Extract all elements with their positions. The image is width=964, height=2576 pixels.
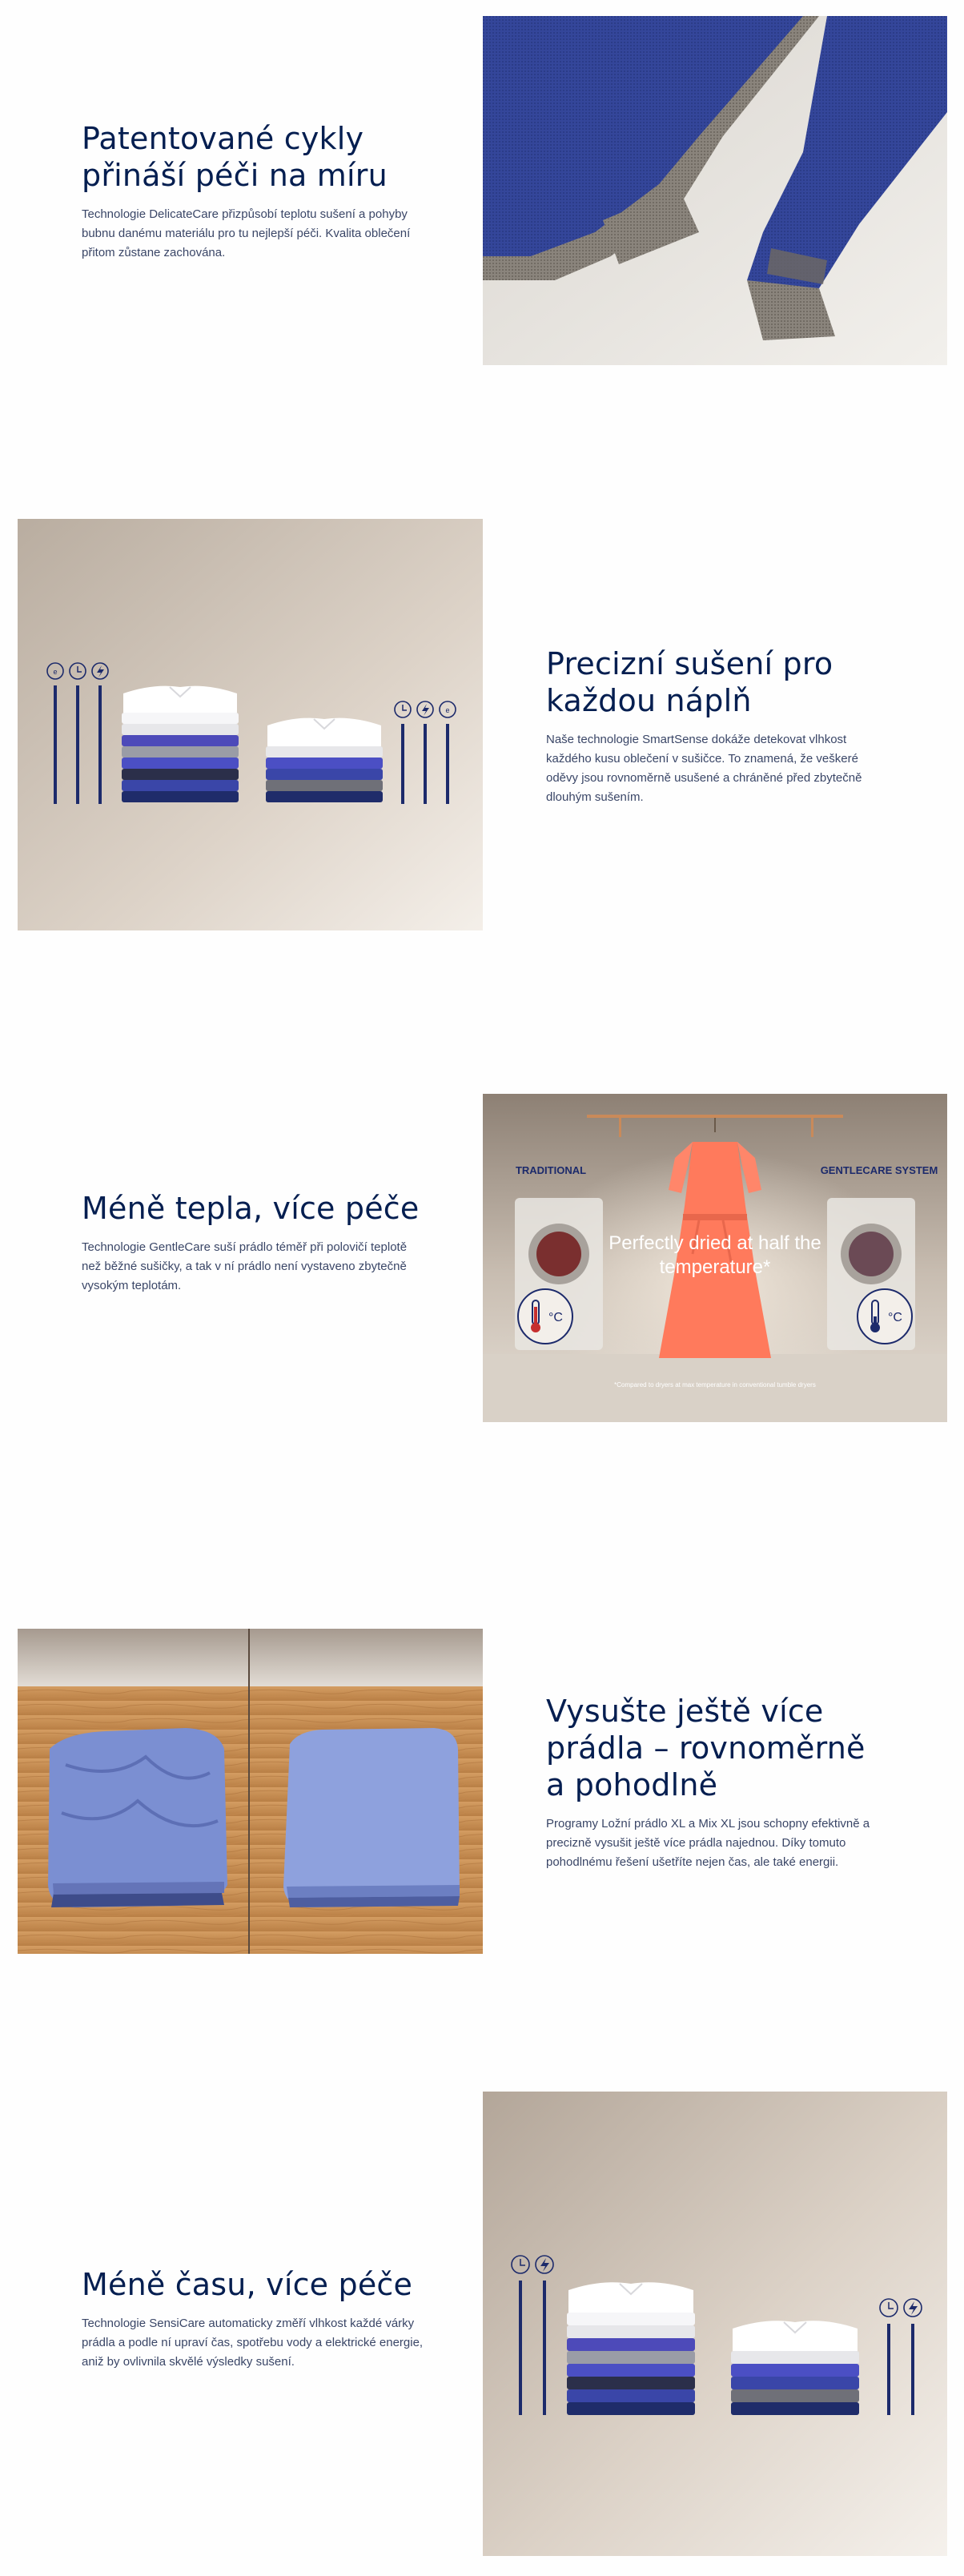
temperature-unit: °C: [548, 1311, 563, 1324]
feature-text: [82, 120, 426, 263]
feature-heading: Precizní sušení pro každou náplň: [546, 646, 833, 718]
image-footnote: *Compared to dryers at max temperature in conventional tumble dryers: [614, 1381, 816, 1388]
shirt-stacks-image: [18, 519, 483, 930]
feature-body: Technologie DelicateCare přizpůsobí teplotu sušení a pohyby bubnu danému materiálu pro tu nejlepší péči. Kvalita oblečení přitom zůstane zachována.: [82, 207, 411, 259]
feature-section-delicatecare: [0, 16, 964, 365]
feature-section-smartsense: [0, 519, 964, 930]
feature-heading: Méně času, více péče: [82, 2267, 413, 2302]
feature-body: Programy Ložní prádlo XL a Mix XL jsou schopny efektivně a precizně vysušit ještě více prádla najednou. Díky tomuto pohodlnému řešení ušetříte nejen čas, ale také energii.: [546, 1817, 870, 1869]
feature-heading: Vysušte ještě více prádla – rovnoměrně a pohodlně: [546, 1694, 866, 1802]
sweater-image: [483, 16, 947, 365]
center-claim: Perfectly dried at half the temperature*: [609, 1232, 821, 1278]
svg-text:e: e: [445, 706, 450, 714]
feature-heading: Patentované cykly přináší péči na míru: [82, 121, 388, 193]
thermometer-icon: [518, 1289, 572, 1344]
feature-text: [546, 1693, 890, 1872]
svg-text:e: e: [53, 668, 58, 676]
feature-body: Technologie SensiCare automaticky změří vlhkost každé várky prádla a podle ní upraví čas, spotřebu vody a elektrické energie, aniž by ovlivnila skvělé výsledky sušení.: [82, 2317, 424, 2369]
feature-section-sensicare: [0, 2092, 964, 2556]
feature-heading: Méně tepla, více péče: [82, 1191, 420, 1226]
feature-text: [82, 2266, 426, 2372]
temperature-unit: °C: [888, 1311, 902, 1324]
shirt-stacks-time-image: [483, 2092, 947, 2556]
thermometer-icon: [858, 1289, 912, 1344]
traditional-label: TRADITIONAL: [515, 1164, 587, 1176]
gentlecare-label: GENTLECARE SYSTEM: [820, 1164, 938, 1176]
feature-body: Naše technologie SmartSense dokáže detekovat vlhkost každého kusu oblečení v sušičce. To znamená, že veškeré oděvy jsou rovnoměrně usušené a chráněné před zbytečně dlouhým sušením.: [546, 733, 862, 804]
dress-dryers-image: [483, 1094, 947, 1422]
feature-text: [82, 1190, 426, 1296]
feature-section-gentlecare: [0, 1094, 964, 1422]
feature-section-xl-programs: [0, 1629, 964, 1954]
feature-body: Technologie GentleCare suší prádlo téměř při polovičí teplotě než běžné sušičky, a tak v ní prádlo není vystaveno zbytečně vysokým teplotám.: [82, 1240, 408, 1292]
feature-text: [546, 645, 890, 807]
folded-sheets-image: [18, 1629, 483, 1954]
